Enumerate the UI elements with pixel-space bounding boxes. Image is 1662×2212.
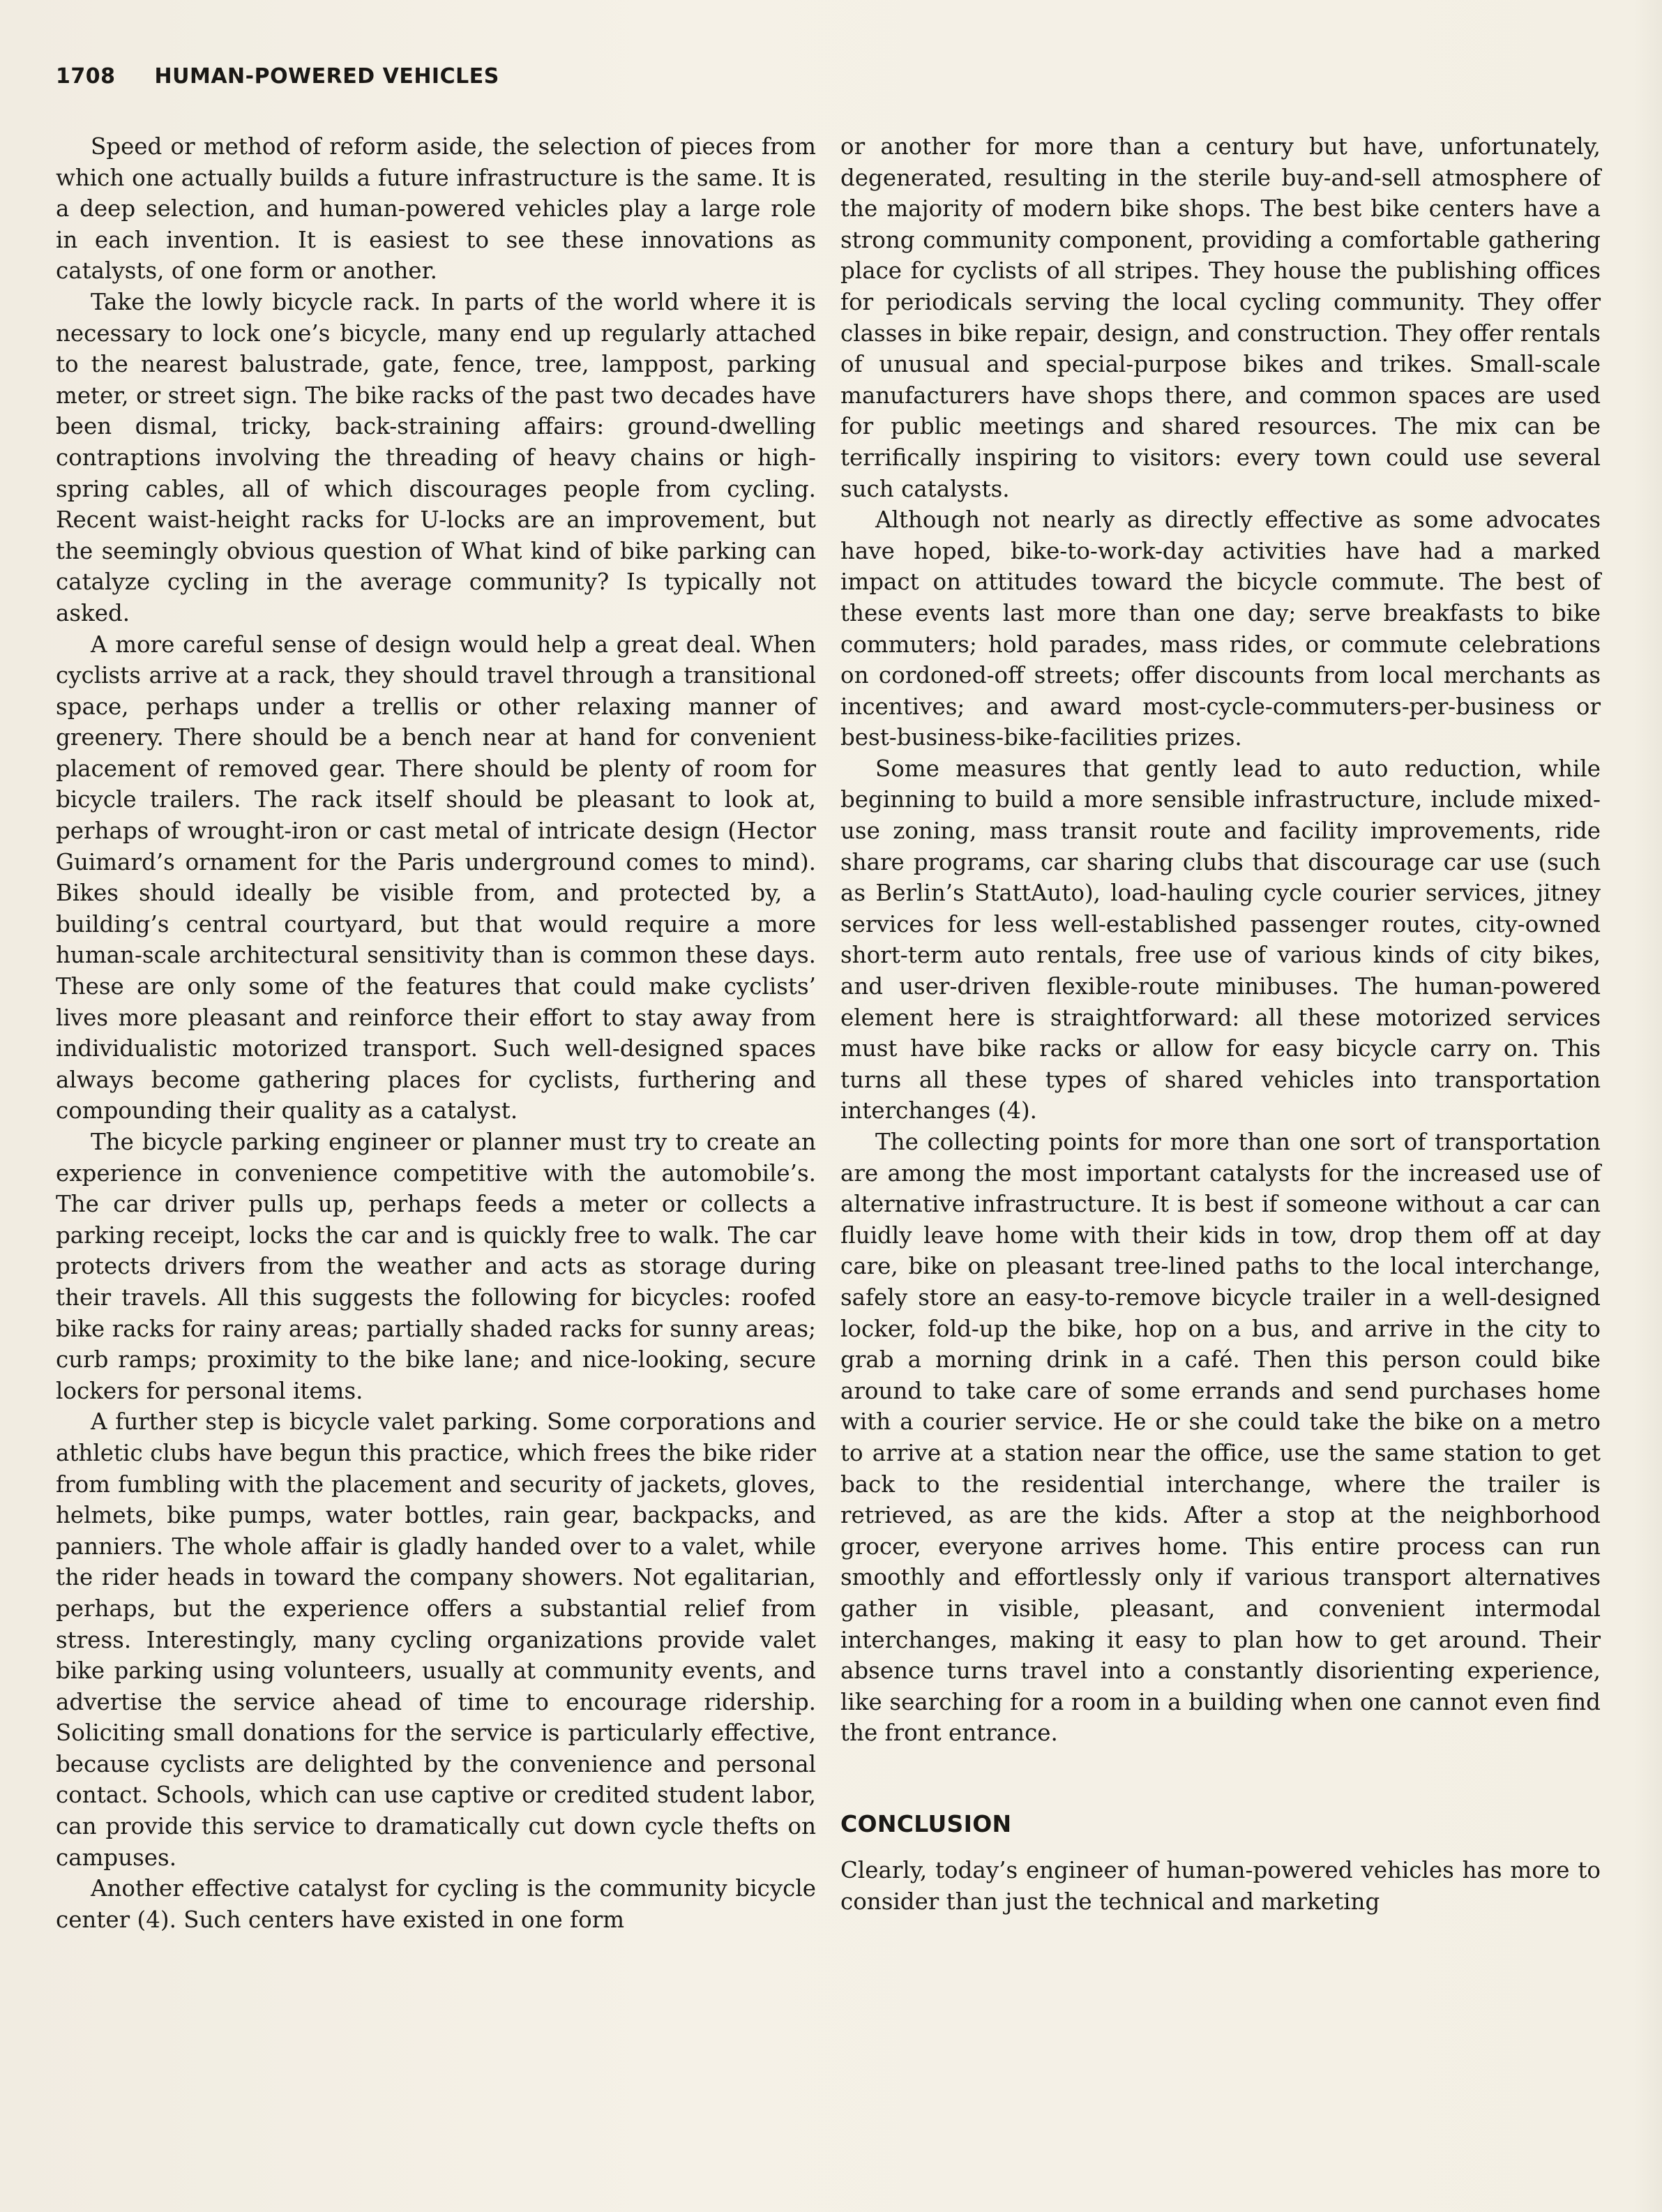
- running-head: [56, 64, 499, 89]
- left-column: [56, 131, 816, 1935]
- paragraph-continued: or another for more than a century but have, unfortunately, degenerated, resulting in the sterile buy-and-sell atmosphere of the majority of modern bike shops. The best bike centers have a strong community component, providing a comfortable gathering place for cyclists of all stripes. They house the publishing offices for periodicals serving the local cycling community. They offer classes in bike repair, design, and construction. They offer rentals of unusual and special-purpose bikes and trikes. Small-scale manufacturers have shops there, and common spaces are used for public meetings and shared resources. The mix can be terrifically inspiring to visitors: every town could use several such catalysts.: [840, 133, 1601, 502]
- section-heading: CONCLUSION: [840, 1810, 1012, 1837]
- paragraph: Speed or method of reform aside, the selection of pieces from which one actually builds a future infrastructure is the same. It is a deep selection, and human-powered vehicles play a large role in each invention. It is easiest to see these innovations as catalysts, of one form or another.: [56, 133, 816, 285]
- paragraph: A further step is bicycle valet parking. Some corporations and athletic clubs have begun this practice, which frees the bike rider from fumbling with the placement and security of jackets, gloves, helmets, bike pumps, water bottles, rain gear, backpacks, and panniers. The whole affair is gladly handed over to a valet, while the rider heads in toward the company showers. Not egalitarian, perhaps, but the experience offers a substantial relief from stress. Interestingly, many cycling organizations provide valet bike parking using volunteers, usually at community events, and advertise the service ahead of time to encourage ridership. Soliciting small donations for the service is particularly effective, because cyclists are delighted by the convenience and personal contact. Schools, which can use captive or credited student labor, can provide this service to dramatically cut down cycle thefts on campuses.: [56, 1408, 816, 1871]
- page-edge-shade: [1634, 0, 1662, 2212]
- paragraph: Some measures that gently lead to auto reduction, while beginning to build a more sensible infrastructure, include mixed-use zoning, mass transit route and facility improvements, ride share programs, car sharing clubs that discourage car use (such as Berlin’s StattAuto), load-hauling cycle courier services, jitney services for less well-established passenger routes, city-owned short-term auto rentals, free use of various kinds of city bikes, and user-driven flexible-route minibuses. The human-powered element here is straightforward: all these motorized services must have bike racks or allow for easy bicycle carry on. This turns all these types of shared vehicles into transportation interchanges (4).: [840, 755, 1601, 1124]
- paragraph: Clearly, today’s engineer of human-powered vehicles has more to consider than just the technical and marketing: [840, 1857, 1601, 1916]
- page-number: 1708: [56, 64, 116, 89]
- running-head-title: HUMAN-POWERED VEHICLES: [154, 64, 499, 89]
- paragraph: The bicycle parking engineer or planner must try to create an experience in convenience competitive with the automobile’s. The car driver pulls up, perhaps feeds a meter or collects a parking receipt, locks the car and is quickly free to walk. The car protects drivers from the weather and acts as storage during their travels. All this suggests the following for bicycles: roofed bike racks for rainy areas; partially shaded racks for sunny areas; curb ramps; proximity to the bike lane; and nice-looking, secure lockers for personal items.: [56, 1129, 816, 1404]
- paragraph: Take the lowly bicycle rack. In parts of the world where it is necessary to lock one’s bicycle, many end up regularly attached to the nearest balustrade, gate, fence, tree, lamppost, parking meter, or street sign. The bike racks of the past two decades have been dismal, tricky, back-straining affairs: ground-dwelling contraptions involving the threading of heavy chains or high-spring cables, all of which discourages people from cycling. Recent waist-height racks for U-locks are an improvement, but the seemingly obvious question of What kind of bike parking can catalyze cycling in the average community? Is typically not asked.: [56, 288, 816, 626]
- paragraph: Another effective catalyst for cycling is the community bicycle center (4). Such centers have existed in one form: [56, 1875, 816, 1933]
- right-column: [840, 131, 1601, 1918]
- paragraph: The collecting points for more than one sort of transportation are among the most important catalysts for the increased use of alternative infrastructure. It is best if someone without a car can fluidly leave home with their kids in tow, drop them off at day care, bike on pleasant tree-lined paths to the local interchange, safely store an easy-to-remove bicycle trailer in a well-designed locker, fold-up the bike, hop on a bus, and arrive in the city to grab a morning drink in a café. Then this person could bike around to take care of some errands and send purchases home with a courier service. He or she could take the bike on a metro to arrive at a station near the office, use the same station to get back to the residential interchange, where the trailer is retrieved, as are the kids. After a stop at the neighborhood grocer, everyone arrives home. This entire process can run smoothly and effortlessly only if various transport alternatives gather in visible, pleasant, and convenient intermodal interchanges, making it easy to plan how to get around. Their absence turns travel into a constantly disorienting experience, like searching for a room in a building when one cannot even find the front entrance.: [840, 1129, 1601, 1747]
- paragraph: A more careful sense of design would help a great deal. When cyclists arrive at a rack, they should travel through a transitional space, perhaps under a trellis or other relaxing manner of greenery. There should be a bench near at hand for convenient placement of removed gear. There should be plenty of room for bicycle trailers. The rack itself should be pleasant to look at, perhaps of wrought-iron or cast metal of intricate design (Hector Guimard’s ornament for the Paris underground comes to mind). Bikes should ideally be visible from, and protected by, a building’s central courtyard, but that would require a more human-scale architectural sensitivity than is common these days. These are only some of the features that could make cyclists’ lives more pleasant and reinforce their effort to stay away from individualistic motorized transport. Such well-designed spaces always become gathering places for cyclists, furthering and compounding their quality as a catalyst.: [56, 631, 816, 1124]
- paragraph: Although not nearly as directly effective as some advocates have hoped, bike-to-work-day activities have had a marked impact on attitudes toward the bicycle commute. The best of these events last more than one day; serve breakfasts to bike commuters; hold parades, mass rides, or commute celebrations on cordoned-off streets; offer discounts from local merchants as incentives; and award most-cycle-commuters-per-business or best-business-bike-facilities prizes.: [840, 506, 1601, 751]
